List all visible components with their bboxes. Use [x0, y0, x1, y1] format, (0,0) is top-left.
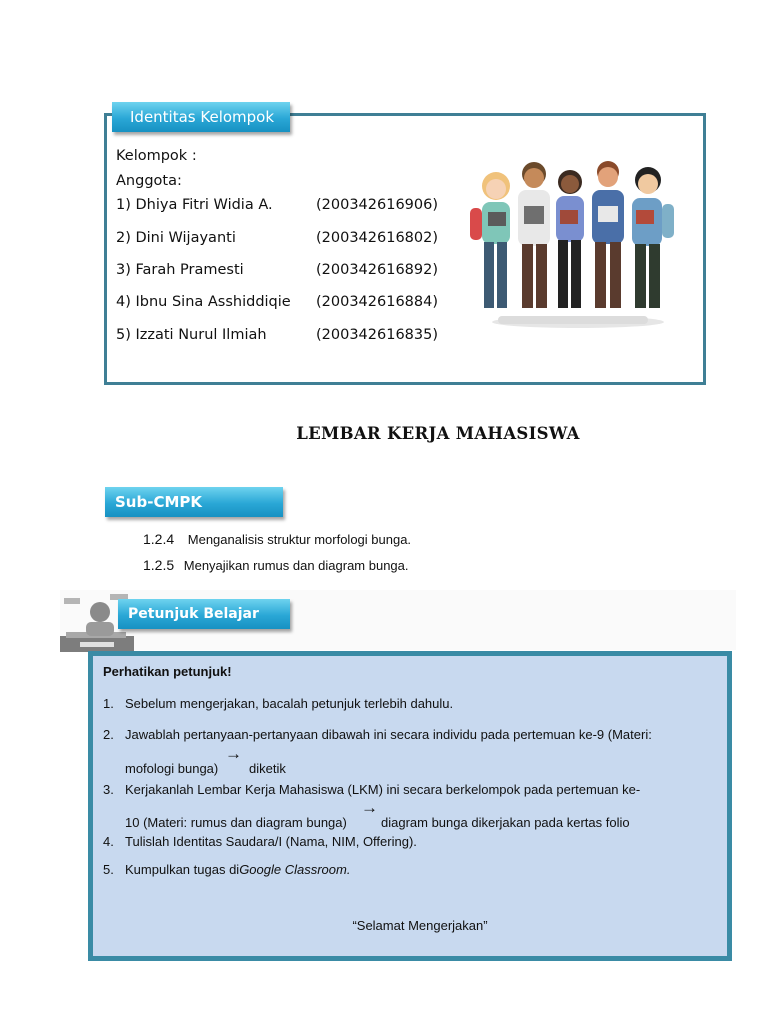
- students-illustration: [468, 156, 684, 332]
- instruction-text: Tulislah Identitas Saudara/I (Nama, NIM, Offering).: [125, 834, 417, 849]
- instruction-text: 10 (Materi: rumus dan diagram bunga): [125, 815, 347, 830]
- member-nim: (200342616835): [316, 327, 439, 343]
- sub-cmpk-number: 1.2.4: [143, 531, 175, 547]
- arrow-icon: →: [361, 798, 378, 817]
- sub-cmpk-text: Menyajikan rumus dan diagram bunga.: [183, 558, 409, 573]
- member-nim: (200342616906): [316, 197, 439, 213]
- member-name: 4) Ibnu Sina Asshiddiqie: [116, 294, 291, 310]
- sub-cmpk-number: 1.2.5: [143, 557, 175, 573]
- instruction-text: diagram bunga dikerjakan pada kertas folio: [381, 815, 630, 830]
- identitas-tab: Identitas Kelompok: [112, 102, 290, 132]
- instruction-text-part: Kumpulkan tugas di: [125, 862, 240, 877]
- instruction-text: Sebelum mengerjakan, bacalah petunjuk terlebih dahulu.: [125, 696, 454, 711]
- member-nim: (200342616802): [316, 230, 439, 246]
- instruction-text: diketik: [249, 761, 286, 776]
- sub-cmpk-text: Menganalisis struktur morfologi bunga.: [187, 532, 412, 547]
- instruction-number: 2.: [103, 727, 114, 742]
- page-title: LEMBAR KERJA MAHASISWA: [296, 424, 580, 443]
- instruction-number: 5.: [103, 862, 114, 877]
- sub-cmpk-item: [143, 557, 409, 573]
- member-name: 3) Farah Pramesti: [116, 262, 244, 278]
- member-name: 5) Izzati Nurul Ilmiah: [116, 327, 267, 343]
- instruction-text: Kerjakanlah Lembar Kerja Mahasiswa (LKM) ini secara berkelompok pada pertemuan ke-: [125, 782, 641, 797]
- instruction-number: 4.: [103, 834, 114, 849]
- instruction-text: mofologi bunga): [125, 761, 219, 776]
- arrow-icon: →: [225, 744, 242, 763]
- instruction-text: Jawablah pertanyaan-pertanyaan dibawah ini secara individu pada pertemuan ke-9 (Materi:: [125, 727, 652, 742]
- anggota-label: Anggota:: [116, 173, 182, 189]
- sub-cmpk-tab: Sub-CMPK: [105, 487, 283, 517]
- member-nim: (200342616884): [316, 294, 439, 310]
- instruction-text: [125, 862, 350, 877]
- google-classroom-text: Google Classroom.: [239, 862, 351, 877]
- member-nim: (200342616892): [316, 262, 439, 278]
- instruction-number: 3.: [103, 782, 114, 797]
- instruction-number: 1.: [103, 696, 114, 711]
- member-name: 2) Dini Wijayanti: [116, 230, 236, 246]
- closing-text: “Selamat Mengerjakan”: [352, 918, 488, 933]
- kelompok-label: Kelompok :: [116, 148, 197, 164]
- instructions-heading: Perhatikan petunjuk!: [103, 664, 232, 679]
- member-name: 1) Dhiya Fitri Widia A.: [116, 197, 273, 213]
- sub-cmpk-item: [143, 531, 411, 547]
- petunjuk-tab: Petunjuk Belajar: [118, 599, 290, 629]
